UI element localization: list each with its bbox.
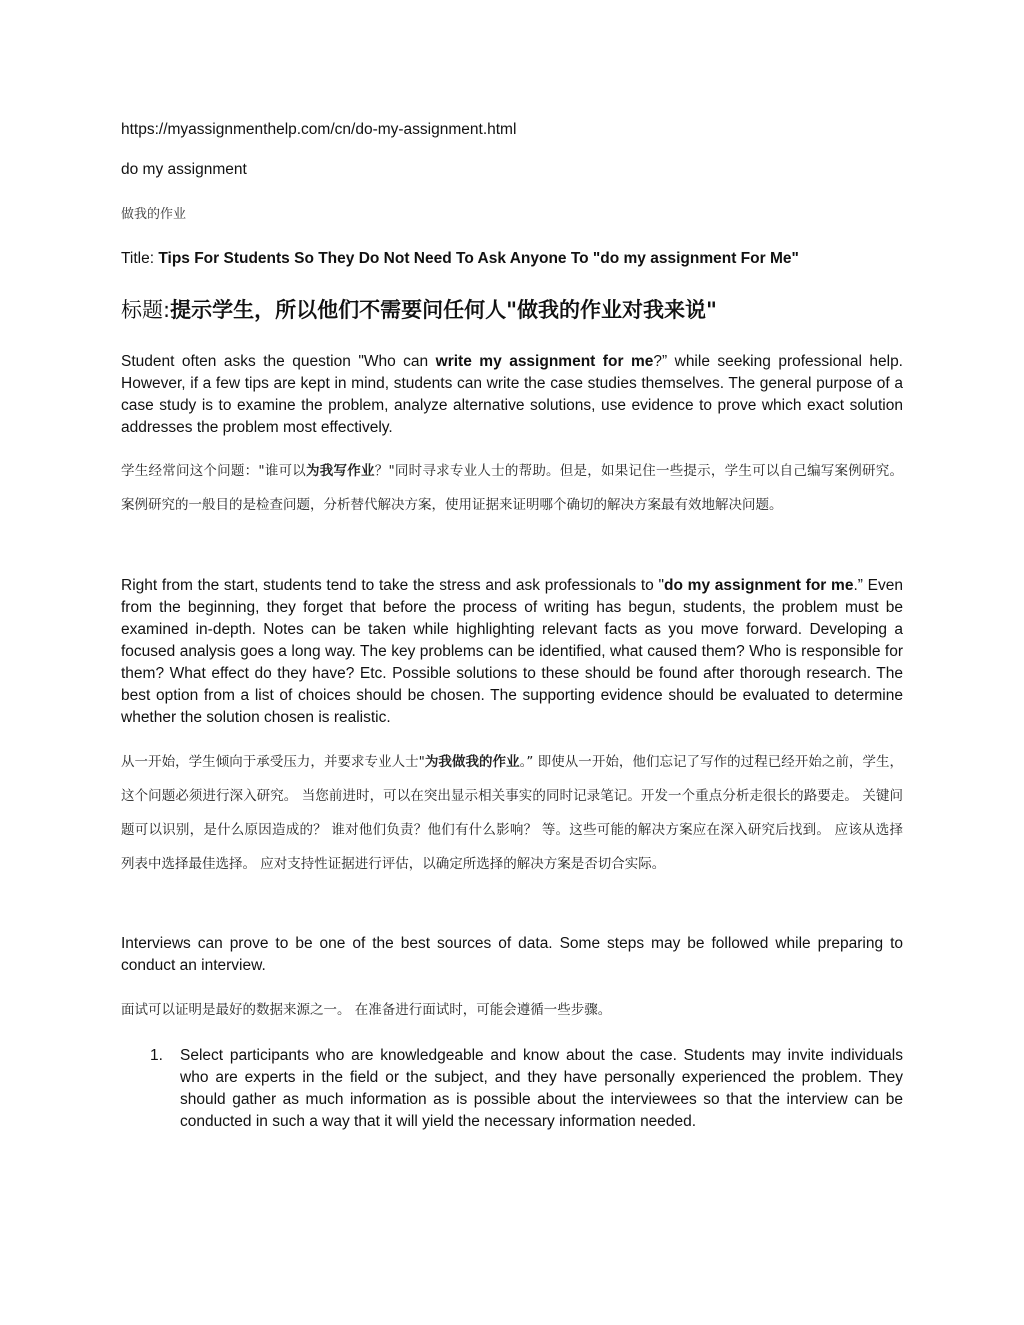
title-zh xyxy=(121,296,717,324)
keyword-zh: 做我的作业 xyxy=(121,207,187,222)
paragraph-3-zh: 面试可以证明是最好的数据来源之一。 在准备进行面试时，可能会遵循一些步骤。 xyxy=(121,1002,612,1018)
paragraph-1-en xyxy=(121,351,903,439)
title-zh-text: 提示学生，所以他们不需要问任何人"做我的作业对我来说" xyxy=(170,298,717,322)
p1-zh-text-a: 学生经常问这个问题："谁可以 xyxy=(121,463,307,479)
p1-zh-text-b: ？"同时寻求专业人士的帮助。但是，如果记住一些提示，学生可以自己编写案例研究。 案例研究的一般目的是检查问题，分析替代解决方案，使用证据来证明哪个确切的解决方案最有效地解决问题。 xyxy=(121,463,904,513)
p2-zh-text-b: 。” 即使从一开始，他们忘记了写作的过程已经开始之前，学生，这个问题必须进行深入研究。 当您前进时，可以在突出显示相关事实的同时记录笔记。开发一个重点分析走很长的路要走。 关键问题可以识别，是什么原因造成的？ 谁对他们负责？他们有什么影响？ 等。这些可能的解决方案应在深入研究后找到。 应该从选择列表中选择最佳选择。 应对支持性证据进行评估，以确定所选择的解决方案是否切合实际。 xyxy=(121,754,903,872)
paragraph-3-en: Interviews can prove to be one of the best sources of data. Some steps may be followed while preparing to conduct an interview. xyxy=(121,935,903,974)
p2-text-a: Right from the start, students tend to take the stress and ask professionals to " xyxy=(121,577,664,594)
p1-zh-keyword: 为我写作业 xyxy=(306,463,375,479)
p1-text-a: Student often asks the question "Who can xyxy=(121,353,436,370)
title-en xyxy=(121,249,799,269)
title-text: Tips For Students So They Do Not Need To Ask Anyone To "do my assignment For Me" xyxy=(158,250,799,267)
paragraph-1-zh xyxy=(121,454,903,522)
paragraph-2-zh xyxy=(121,745,903,881)
p2-text-b: .” Even from the beginning, they forget that before the process of writing has begun, students, the problem must be examined in-depth. Notes can be taken while highlighting relevant facts as you move forward. Developing a focused analysis goes a long way. The key problems can be identified, what caused them? Who is responsible for them? What effect do they have? Etc. Possible solutions to these should be found after thorough research. The best option from a list of choices should be chosen. The supporting evidence should be evaluated to determine whether the solution chosen is realistic. xyxy=(121,577,903,726)
p2-zh-text-a: 从一开始，学生倾向于承受压力，并要求专业人士" xyxy=(121,754,425,770)
paragraph-2-en xyxy=(121,575,903,729)
title-zh-prefix: 标题: xyxy=(121,298,171,322)
p1-text-b: ?” while seeking professional help. However, if a few tips are kept in mind, students can write the case studies themselves. The general purpose of a case study is to examine the problem, analyze alternative solutions, use evidence to prove which exact solution addresses the problem most effectively. xyxy=(121,353,903,436)
p2-keyword: do my assignment for me xyxy=(664,577,854,594)
list-item-text: Select participants who are knowledgeable and know about the case. Students may invite individuals who are experts in the field or the subject, and they have personally experienced the problem. They should gather as much information as is possible about the interviewees so that the interview can be conducted in such a way that it will yield the necessary information needed. xyxy=(180,1047,903,1130)
list-item xyxy=(150,1045,903,1133)
list-item-number: 1. xyxy=(150,1047,163,1064)
p2-zh-keyword: 为我做我的作业 xyxy=(424,754,520,770)
source-url: https://myassignmenthelp.com/cn/do-my-assignment.html xyxy=(121,121,517,138)
title-prefix: Title: xyxy=(121,250,159,267)
keyword-en: do my assignment xyxy=(121,161,247,178)
numbered-list xyxy=(150,1045,903,1133)
p1-keyword: write my assignment for me xyxy=(435,353,654,370)
